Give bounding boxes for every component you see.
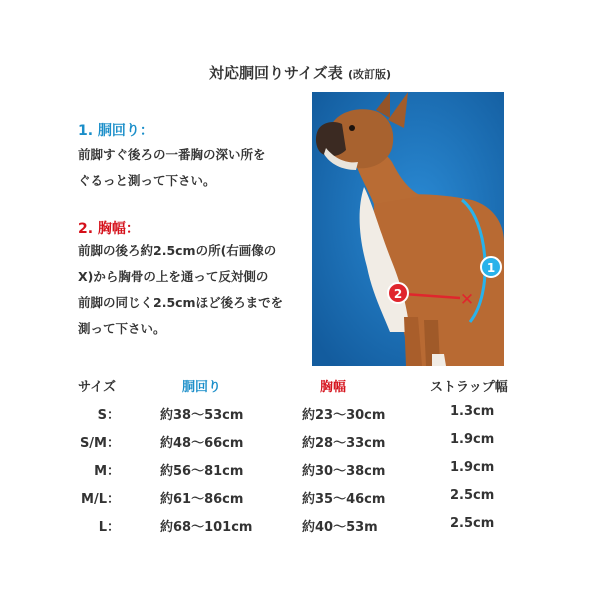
dog-illustration xyxy=(312,92,504,366)
strap-cell: 1.9cm xyxy=(450,460,495,475)
size-cell: M/L： xyxy=(81,492,120,507)
girth-cell: 約68〜101cm xyxy=(160,520,253,535)
girth-cell: 約56〜81cm xyxy=(160,464,244,479)
size-cell: S： xyxy=(97,408,120,423)
table-row xyxy=(0,404,600,428)
chest-width-cell: 約40〜53m xyxy=(302,520,378,535)
page-title xyxy=(0,62,600,83)
girth-line: 前脚すぐ後ろの一番胸の深い所を xyxy=(78,147,266,162)
title-sub: (改訂版) xyxy=(347,68,392,81)
girth-line: ぐるっと測って下さい。 xyxy=(78,173,216,188)
chest-width-line: 測って下さい。 xyxy=(78,321,166,336)
strap-cell: 2.5cm xyxy=(450,516,495,531)
header-size: サイズ xyxy=(78,380,116,395)
header-girth: 胴回り xyxy=(182,380,222,395)
chest-width-line: X)から胸骨の上を通って反対側の xyxy=(78,269,269,284)
chest-width-line: 前脚の後ろ約2.5cmの所(右画像の xyxy=(78,243,277,258)
chest-width-line: 前脚の同じく2.5cmほど後ろまでを xyxy=(78,295,284,310)
girth-heading: 1. 胴回り： xyxy=(78,123,154,139)
girth-description xyxy=(78,142,266,194)
chest-width-description xyxy=(78,238,283,342)
marker-1-label: 1 xyxy=(486,261,496,275)
chest-width-cell: 約23〜30cm xyxy=(302,408,386,423)
header-chest-width: 胸幅 xyxy=(320,380,347,395)
table-row xyxy=(0,432,600,456)
strap-cell: 1.3cm xyxy=(450,404,495,419)
girth-cell: 約48〜66cm xyxy=(160,436,244,451)
table-row xyxy=(0,488,600,512)
girth-cell: 約38〜53cm xyxy=(160,408,244,423)
strap-cell: 1.9cm xyxy=(450,432,495,447)
girth-cell: 約61〜86cm xyxy=(160,492,244,507)
chest-width-cell: 約30〜38cm xyxy=(302,464,386,479)
chest-width-cell: 約35〜46cm xyxy=(302,492,386,507)
chest-width-cell: 約28〜33cm xyxy=(302,436,386,451)
cross-mark: ✕ xyxy=(459,290,475,310)
table-row xyxy=(0,516,600,540)
table-row xyxy=(0,460,600,484)
title-main: 対応胴回りサイズ表 xyxy=(208,64,343,82)
marker-2-label: 2 xyxy=(393,287,403,301)
size-cell: S/M： xyxy=(79,436,120,451)
chest-width-heading: 2. 胸幅： xyxy=(78,221,140,237)
header-strap-width: ストラップ幅 xyxy=(430,380,508,395)
strap-cell: 2.5cm xyxy=(450,488,495,503)
dog-measurement-photo xyxy=(312,92,504,366)
size-cell: L： xyxy=(98,520,120,535)
size-cell: M： xyxy=(94,464,120,479)
